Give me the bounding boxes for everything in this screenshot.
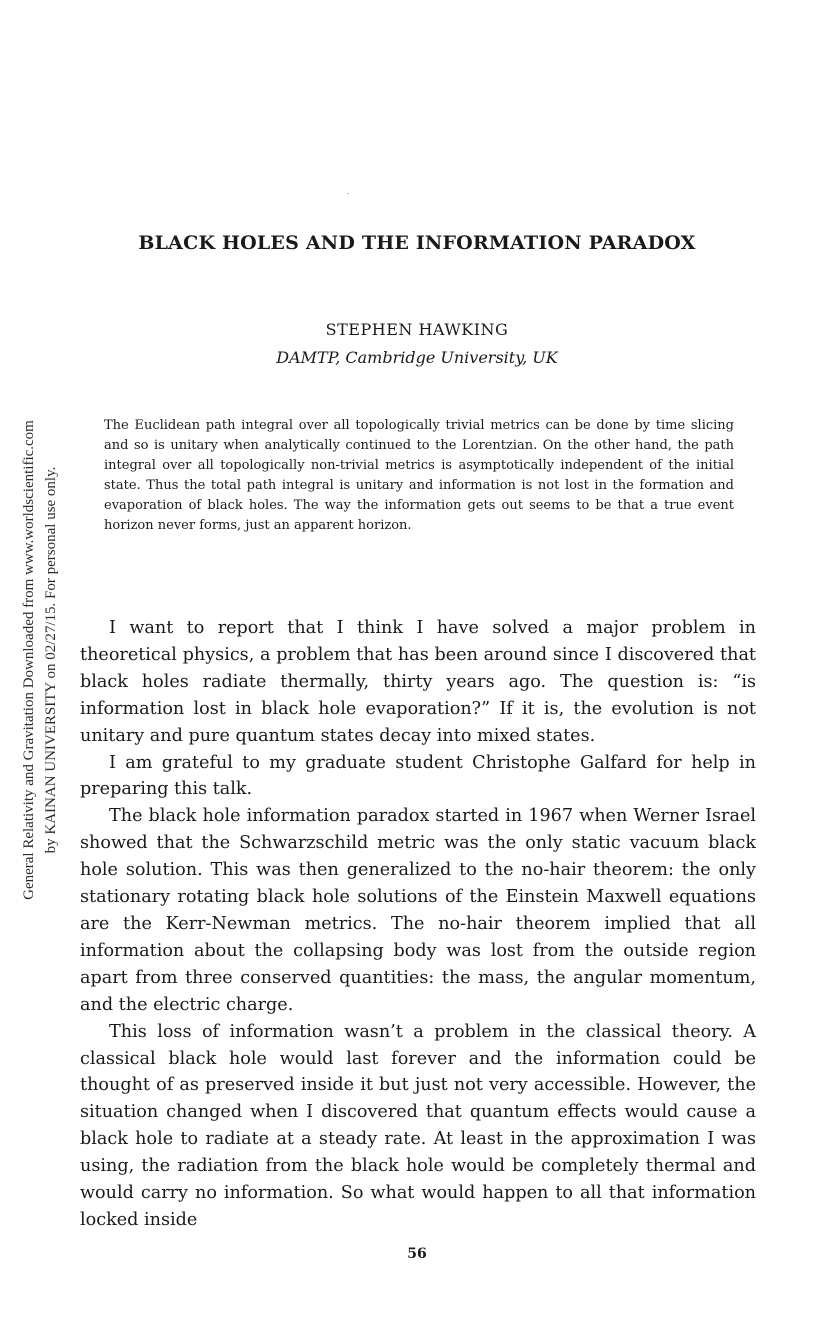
paragraph: I want to report that I think I have solved a major problem in theoretical physics, a problem that has been around since I discovered that black holes radiate thermally, thirty years ago. The question is: “is information lost in black hole evaporation?” If it is, the evolution is not unitary and pure quantum states decay into mixed states. [80, 618, 756, 746]
author-name-text: STEPHEN HAWKING [325, 320, 509, 339]
author-name [0, 320, 834, 339]
paragraph: I am grateful to my graduate student Christophe Galfard for help in preparing this talk. [80, 752, 756, 800]
paragraph: The black hole information paradox started in 1967 when Werner Israel showed that the Schwarzschild metric was the only static vacuum black hole solution. This was then generalized to the no-hair theorem: the only stationary rotating black hole solutions of the Einstein Maxwell equations are the Kerr-Newman metrics. The no-hair theorem implied that all information about the collapsing body was lost from the outside region apart from three conserved quantities: the mass, the angular momentum, and the electric charge. [80, 806, 756, 1015]
paragraph: This loss of information wasn’t a problem in the classical theory. A classical black hole would last forever and the information could be thought of as preserved inside it but just not very accessible. However, the situation changed when I discovered that quantum effects would cause a black hole to radiate at a steady rate. At least in the approximation I was using, the radiation from the black hole would be completely thermal and would carry no information. So what would happen to all that information locked inside [80, 1021, 756, 1230]
paper-title: BLACK HOLES AND THE INFORMATION PARADOX [138, 232, 696, 254]
watermark-line-2: by KAINAN UNIVERSITY on 02/27/15. For personal use only. [43, 466, 59, 854]
author-affiliation: DAMTP, Cambridge University, UK [276, 348, 558, 367]
page-number: 56 [407, 1246, 427, 1262]
body-text [80, 615, 756, 1234]
download-watermark [18, 360, 74, 960]
scan-speck [347, 193, 349, 194]
abstract: The Euclidean path integral over all topologically trivial metrics can be done by time slicing and so is unitary when analytically continued to the Lorentzian. On the other hand, the path integral over all topologically non-trivial metrics is asymptotically independent of the initial state. Thus the total path integral is unitary and information is not lost in the formation and evaporation of black holes. The way the information gets out seems to be that a true event horizon never forms, just an apparent horizon. [104, 418, 734, 533]
watermark-line-1: General Relativity and Gravitation Downloaded from www.worldscientific.com [21, 420, 37, 900]
